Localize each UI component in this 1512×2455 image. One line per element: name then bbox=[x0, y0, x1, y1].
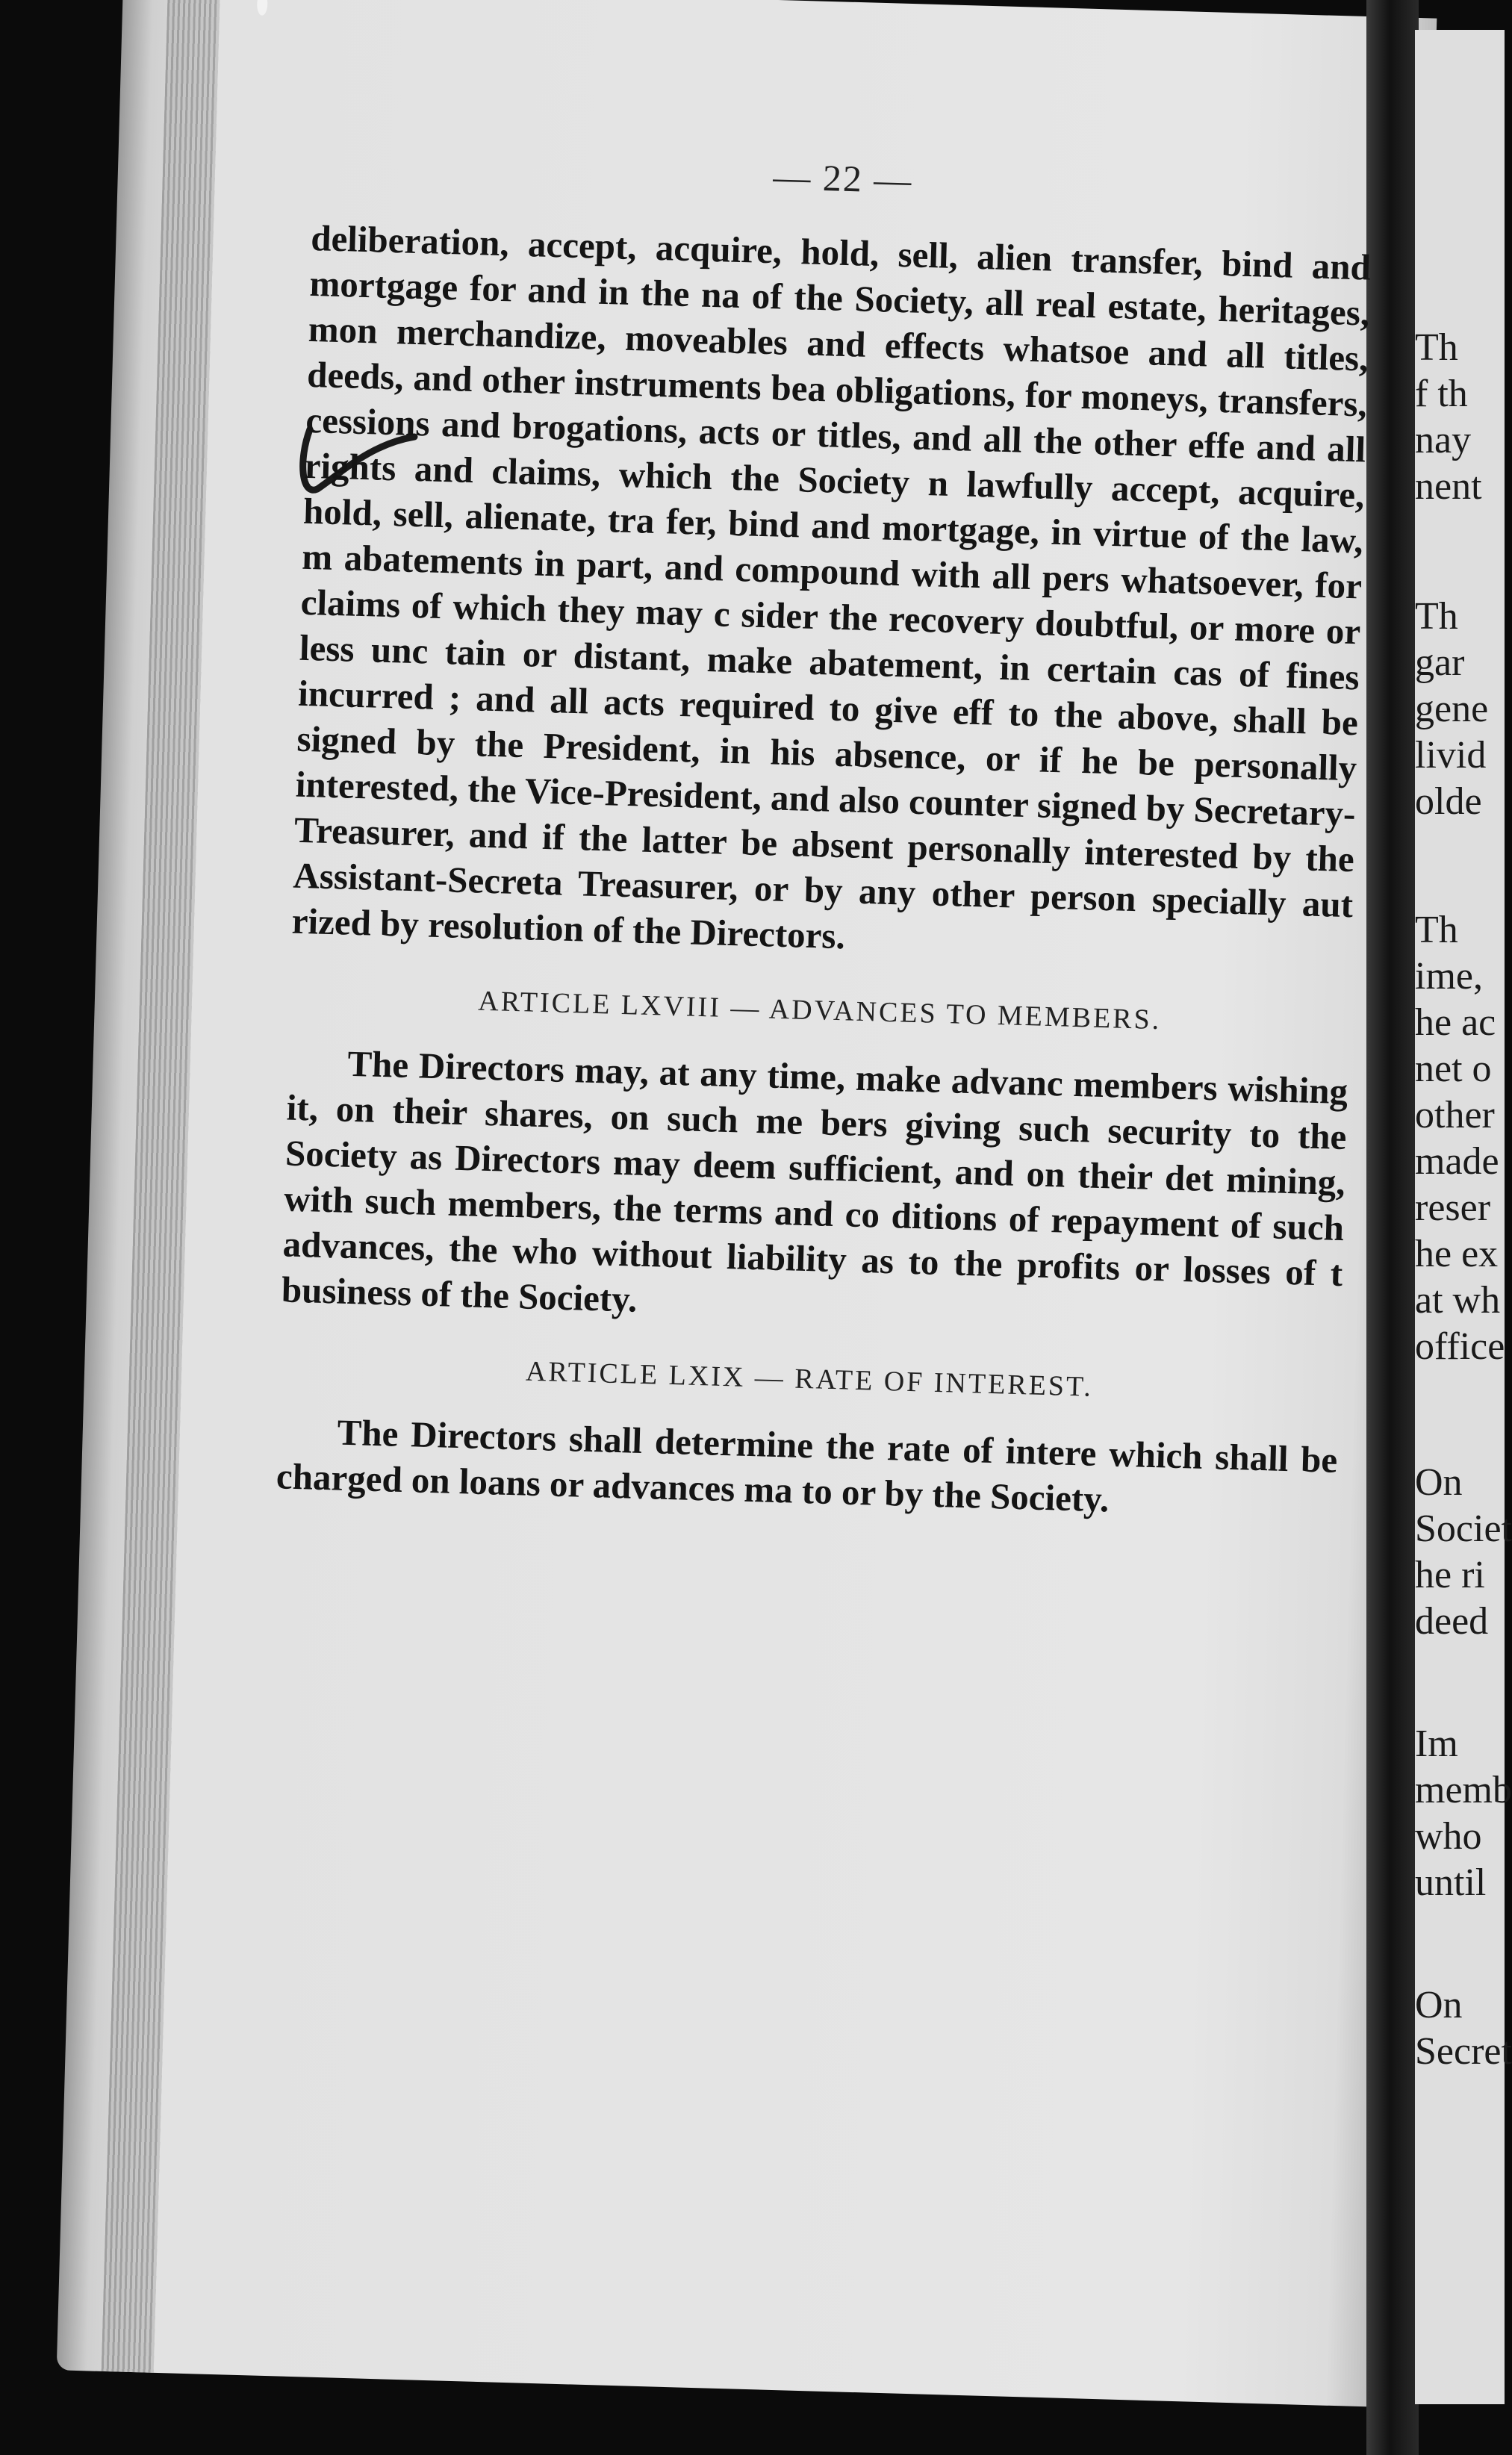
facing-page-fragment: ime, bbox=[1415, 955, 1483, 998]
facing-page-fragment: gene bbox=[1415, 688, 1489, 730]
facing-page-fragment: memb bbox=[1415, 1769, 1512, 1811]
facing-page-fragment: he ex bbox=[1415, 1233, 1499, 1275]
facing-page-fragment: livid bbox=[1415, 734, 1487, 777]
facing-page-fragment: made bbox=[1415, 1140, 1499, 1183]
article-lxvii-continuation: deliberation, accept, acquire, hold, sell, alien transfer, bind and mortgage for and in the na of the Society, all real estate, heritages, mon merchandize, moveables and effects whatsoe and all titles, deeds, and other instruments bea obligations, for moneys, transfers, cessions and brogations, acts or titles, and all the other effe and all rights and claims, which the Society n lawfully accept, acquire, hold, sell, alienate, tra fer, bind and mortgage, in virtue of the law, m abatements in part, and compound with all pers whatsoever, for claims of which they may c sider the recovery doubtful, or more or less unc tain or distant, make abatement, in certain cas of fines incurred ; and all acts required to give eff to the above, shall be signed by the President, in his absence, or if he be personally interested, the Vice-President, and also counter signed by Secretary-Treasurer, and if the latter be absent personally interested by the Assistant-Secreta Treasurer, or by any other person specially aut rized by resolution of the Directors. bbox=[291, 217, 1372, 957]
facing-page-fragment: nay bbox=[1415, 419, 1472, 461]
page-edge bbox=[102, 0, 220, 2373]
facing-page-fragment: Societ bbox=[1415, 1507, 1512, 1550]
facing-page-fragment: Im bbox=[1415, 1723, 1458, 1765]
facing-page-fragment: who bbox=[1415, 1815, 1482, 1858]
facing-page-fragment: Th bbox=[1415, 909, 1458, 951]
facing-page-fragment: On bbox=[1415, 1984, 1463, 2026]
facing-page-fragment: Secret bbox=[1415, 2030, 1512, 2073]
page-content bbox=[276, 142, 1373, 1528]
facing-page-fragment: Th bbox=[1415, 326, 1458, 369]
facing-page-fragment: reser bbox=[1415, 1186, 1491, 1229]
page-number: — 22 — bbox=[772, 155, 914, 202]
article-lxviii-text: The Directors may, at any time, make advanc members wishing it, on their shares, on such me bers giving such security to the Society as Directors may deem sufficient, and on their det mining, with such members, the terms and co ditions of repayment of such advances, the who without liability as to the profits or losses of t business of the Society. bbox=[281, 1042, 1348, 1320]
facing-page-fragment: deed bbox=[1415, 1600, 1489, 1643]
facing-page-fragment: office bbox=[1415, 1325, 1505, 1368]
facing-page-fragment: he ac bbox=[1415, 1001, 1496, 1044]
facing-page-fragment: at wh bbox=[1415, 1279, 1501, 1322]
facing-page-fragment: Th bbox=[1415, 595, 1458, 638]
article-lxix-text: The Directors shall determine the rate of intere which shall be charged on loans or advances ma to or by the Society. bbox=[276, 1411, 1339, 1520]
facing-page-fragment: On bbox=[1415, 1461, 1463, 1504]
facing-page-fragment: net o bbox=[1415, 1048, 1492, 1090]
facing-page-fragment: gar bbox=[1415, 641, 1465, 684]
facing-page-fragment: nent bbox=[1415, 465, 1482, 508]
facing-page-fragment: olde bbox=[1415, 780, 1482, 823]
article-lxix-heading: ARTICLE LXIX — RATE OF INTEREST. bbox=[525, 1355, 1094, 1403]
facing-page bbox=[1415, 30, 1512, 2404]
facing-page-fragment: other bbox=[1415, 1094, 1495, 1136]
article-lxviii-heading: ARTICLE LXVIII — ADVANCES TO MEMBERS. bbox=[477, 985, 1162, 1036]
paper-speck bbox=[257, 0, 268, 16]
facing-page-fragment: he ri bbox=[1415, 1554, 1485, 1596]
facing-page-fragment: f th bbox=[1415, 373, 1468, 415]
facing-page-fragment: until bbox=[1415, 1861, 1487, 1904]
book-gutter bbox=[1366, 0, 1419, 2455]
